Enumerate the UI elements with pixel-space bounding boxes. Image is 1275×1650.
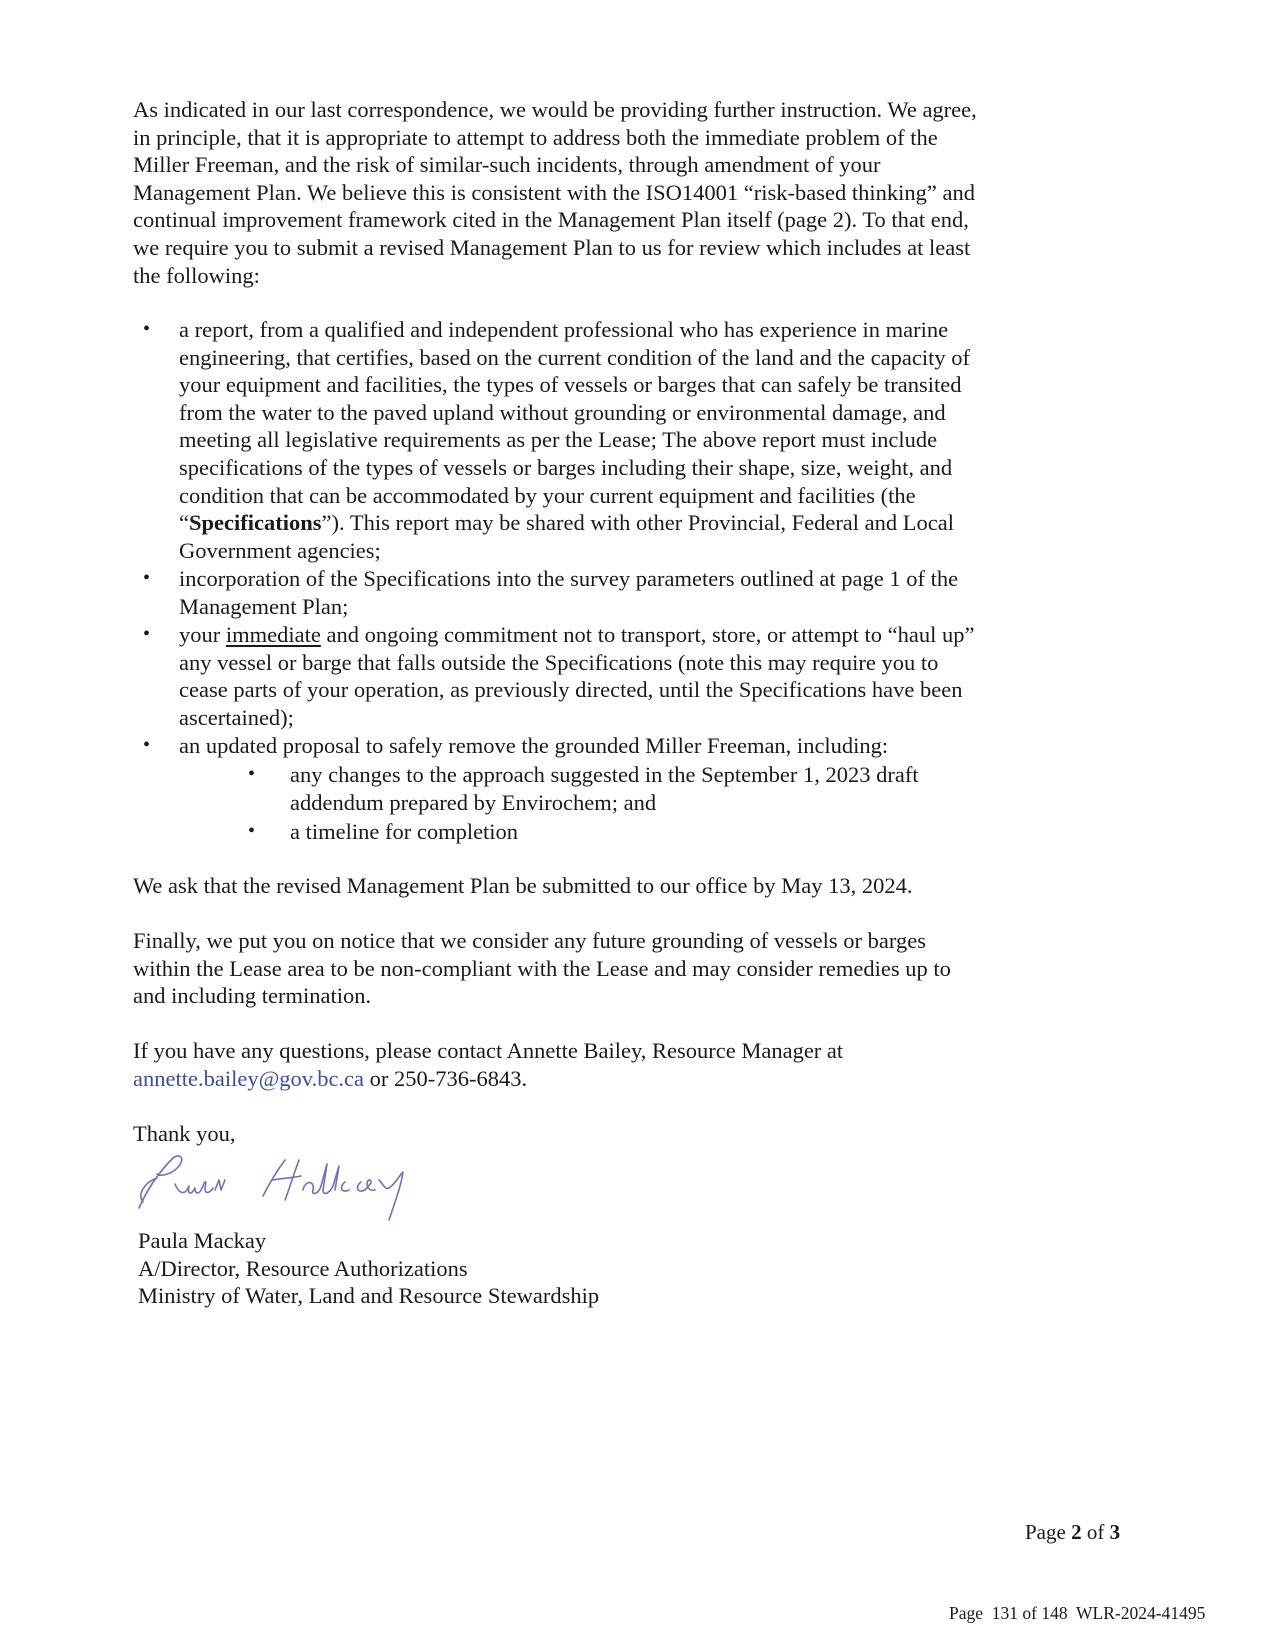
- list-line: from the water to the paved upland without grounding or environmental damage, and: [179, 399, 946, 425]
- list-line: meeting all legislative requirements as per the Lease; The above report must include: [179, 427, 938, 453]
- intro-line: the following:: [133, 262, 260, 288]
- notice-paragraph: [133, 927, 951, 1010]
- intro-line: Management Plan. We believe this is consistent with the ISO14001 “risk-based thinking” and: [133, 179, 975, 205]
- list-line: a timeline for completion: [290, 819, 519, 844]
- contact-paragraph: [133, 1037, 843, 1092]
- notice-line: within the Lease area to be non-compliant with the Lease and may consider remedies up to: [133, 955, 951, 981]
- deadline-text: We ask that the revised Management Plan be submitted to our office by May 13, 2024.: [133, 873, 913, 898]
- list-line: ascertained);: [179, 704, 294, 730]
- list-line: any changes to the approach suggested in the September 1, 2023 draft: [290, 762, 919, 787]
- signer-organization: Ministry of Water, Land and Resource Stewardship: [138, 1283, 600, 1309]
- signer-block: [138, 1227, 599, 1310]
- list-item-text: [179, 621, 974, 731]
- deadline-paragraph: [133, 872, 912, 900]
- intro-line: continual improvement framework cited in the Management Plan itself (page 2). To that end,: [133, 207, 969, 233]
- list-item-text: [290, 761, 919, 816]
- signer-name: Paula Mackay: [138, 1228, 267, 1253]
- closing-text: Thank you,: [133, 1121, 236, 1146]
- intro-line: we require you to submit a revised Management Plan to us for review which includes at least: [133, 234, 971, 260]
- intro-paragraph: [133, 96, 977, 289]
- footer-text: Page 131 of 148 WLR-2024-41495: [949, 1603, 1206, 1623]
- contact-phone: or 250-736-6843.: [364, 1065, 528, 1091]
- bullet-icon: •: [143, 567, 151, 589]
- page-total: 3: [1109, 1520, 1121, 1544]
- contact-line: If you have any questions, please contact Annette Bailey, Resource Manager at: [133, 1038, 844, 1063]
- bullet-icon: •: [248, 820, 256, 842]
- list-line: Management Plan;: [179, 593, 349, 619]
- bullet-icon: •: [143, 734, 151, 756]
- list-line: an updated proposal to safely remove the grounded Miller Freeman, including:: [179, 733, 889, 758]
- intro-line: Miller Freeman, and the risk of similar-such incidents, through amendment of your: [133, 152, 881, 178]
- list-item-text: [290, 818, 518, 846]
- list-line: Government agencies;: [179, 537, 381, 563]
- list-line: a report, from a qualified and independent professional who has experience in marine: [179, 317, 949, 342]
- page-prefix: Page: [1025, 1520, 1072, 1544]
- document-footer: [949, 1603, 1205, 1624]
- page-current: 2: [1071, 1520, 1082, 1544]
- list-line: incorporation of the Specifications into the survey parameters outlined at page 1 of the: [179, 566, 959, 591]
- list-line: cease parts of your operation, as previously directed, until the Specifications have been: [179, 677, 963, 703]
- text-fragment: and ongoing commitment not to transport, store, or attempt to “haul up”: [320, 622, 975, 647]
- notice-line: Finally, we put you on notice that we consider any future grounding of vessels or barges: [133, 928, 926, 953]
- list-line: engineering, that certifies, based on the current condition of the land and the capacity of: [179, 344, 970, 370]
- signer-title: A/Director, Resource Authorizations: [138, 1255, 468, 1281]
- closing: [133, 1120, 235, 1148]
- list-item-text: [179, 565, 958, 620]
- list-line-rest: ”). This report may be shared with other Provincial, Federal and Local: [321, 510, 955, 536]
- notice-line: and including termination.: [133, 983, 372, 1009]
- contact-line: [133, 1065, 843, 1093]
- list-item-text: [179, 732, 888, 760]
- list-line: addendum prepared by Envirochem; and: [290, 789, 657, 815]
- list-line: condition that can be accommodated by your current equipment and facilities (the: [179, 482, 916, 508]
- page-number: [1025, 1520, 1120, 1545]
- immediate-emphasis: immediate: [225, 622, 321, 647]
- list-item-text: [179, 316, 970, 564]
- contact-email-link[interactable]: annette.bailey@gov.bc.ca: [133, 1065, 365, 1091]
- specifications-term: Specifications: [189, 510, 322, 536]
- bullet-icon: •: [143, 318, 151, 340]
- list-line: [179, 621, 974, 649]
- list-line: any vessel or barge that falls outside the Specifications (note this may require you to: [179, 649, 939, 675]
- intro-line: As indicated in our last correspondence, we would be providing further instruction. We agree,: [133, 97, 977, 122]
- quote-mark: “: [179, 510, 189, 536]
- intro-line: in principle, that it is appropriate to attempt to address both the immediate problem of the: [133, 124, 938, 150]
- list-line: specifications of the types of vessels or barges including their shape, size, weight, and: [179, 454, 953, 480]
- text-fragment: your: [179, 622, 226, 647]
- list-line: your equipment and facilities, the types of vessels or barges that can safely be transited: [179, 372, 962, 398]
- bullet-icon: •: [143, 623, 151, 645]
- bullet-icon: •: [248, 763, 256, 785]
- page-of: of: [1081, 1520, 1110, 1544]
- list-line: [179, 509, 970, 537]
